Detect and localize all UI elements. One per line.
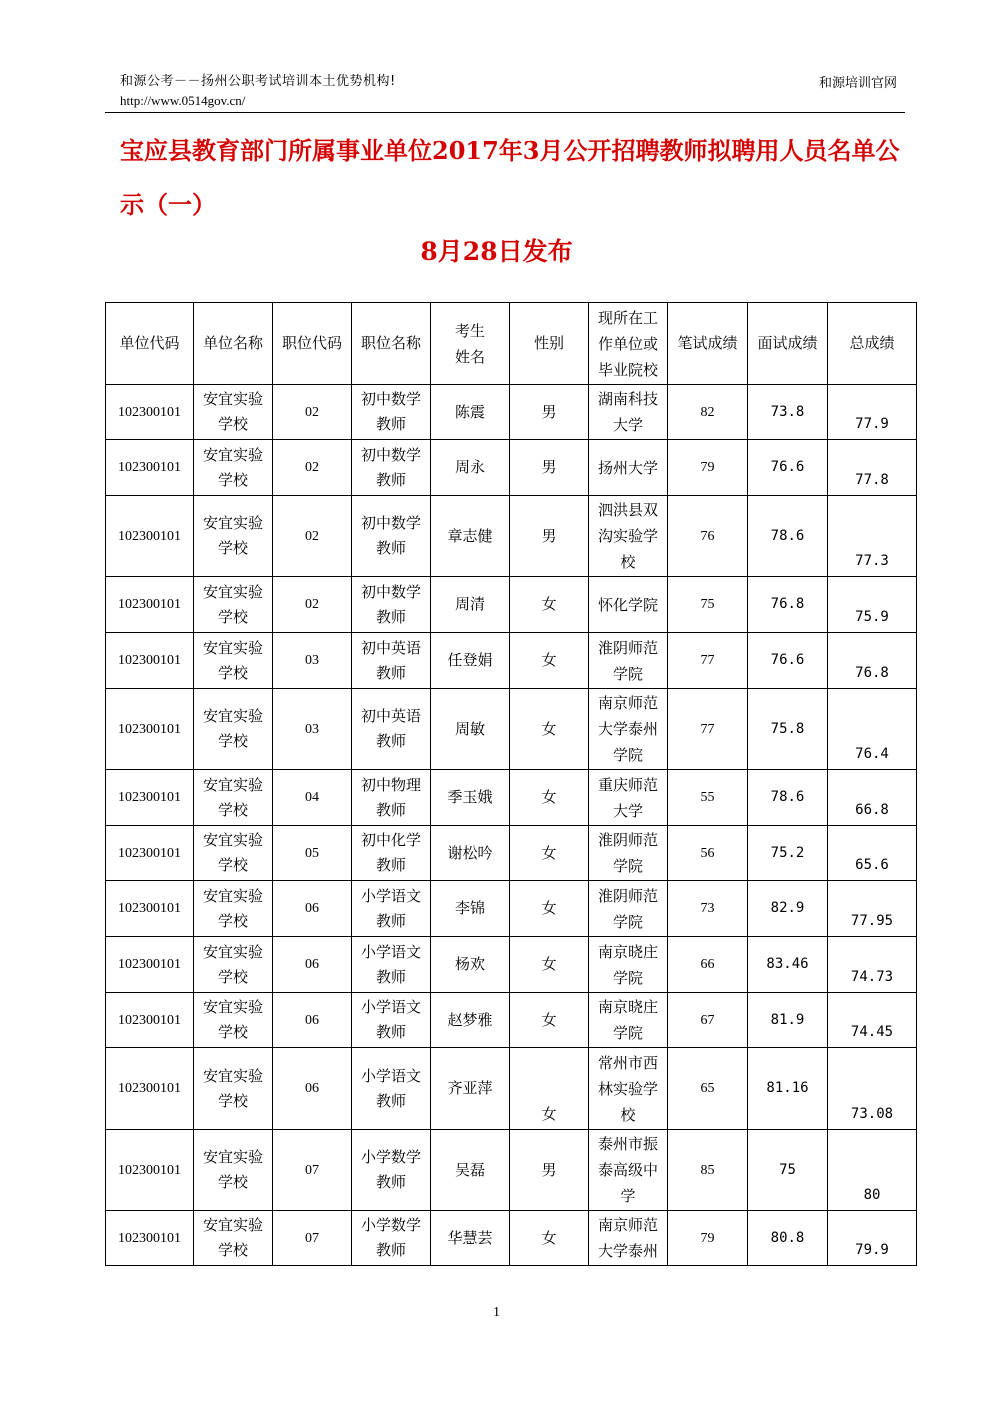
cell-unit-name: 安宜实验学校	[194, 881, 273, 937]
cell-gender: 女	[510, 937, 589, 993]
cell-position-code: 02	[273, 440, 352, 496]
cell-interview-score: 82.9	[748, 881, 828, 937]
cell-school: 淮阴师范学院	[589, 633, 668, 689]
cell-total-score: 79.9	[828, 1211, 917, 1266]
cell-position-code: 06	[273, 881, 352, 937]
cell-written-score: 73	[668, 881, 748, 937]
cell-position-code: 03	[273, 689, 352, 770]
cell-interview-score: 75.8	[748, 689, 828, 770]
cell-unit-code: 102300101	[106, 881, 194, 937]
cell-unit-code: 102300101	[106, 1048, 194, 1130]
cell-position-name: 小学语文教师	[352, 1048, 431, 1130]
cell-school: 重庆师范大学	[589, 770, 668, 826]
cell-unit-name: 安宜实验学校	[194, 689, 273, 770]
cell-position-name: 初中物理教师	[352, 770, 431, 826]
table-row	[106, 1130, 917, 1211]
document-title: 宝应县教育部门所属事业单位2017年3月公开招聘教师拟聘用人员名单公示（一）	[120, 136, 900, 219]
cell-interview-score: 78.6	[748, 496, 828, 577]
cell-candidate-name: 李锦	[431, 881, 510, 937]
cell-unit-code: 102300101	[106, 770, 194, 826]
cell-gender: 男	[510, 1130, 589, 1211]
cell-candidate-name: 陈震	[431, 385, 510, 440]
table-row	[106, 770, 917, 826]
cell-position-code: 05	[273, 826, 352, 881]
cell-total-score: 77.95	[828, 881, 917, 937]
cell-position-code: 02	[273, 496, 352, 577]
cell-unit-name: 安宜实验学校	[194, 1048, 273, 1130]
cell-candidate-name: 周永	[431, 440, 510, 496]
cell-interview-score: 76.6	[748, 633, 828, 689]
cell-school: 湖南科技大学	[589, 385, 668, 440]
cell-school: 常州市西林实验学校	[589, 1048, 668, 1130]
cell-total-score: 75.9	[828, 577, 917, 633]
cell-total-score: 74.73	[828, 937, 917, 993]
column-header: 职位代码	[273, 303, 352, 385]
cell-position-code: 03	[273, 633, 352, 689]
cell-gender: 女	[510, 826, 589, 881]
cell-school: 泰州市振泰高级中学	[589, 1130, 668, 1211]
cell-position-code: 06	[273, 937, 352, 993]
cell-unit-name: 安宜实验学校	[194, 496, 273, 577]
header-url-link[interactable]: http://www.0514gov.cn/	[120, 93, 246, 108]
table-row	[106, 1211, 917, 1266]
cell-unit-name: 安宜实验学校	[194, 937, 273, 993]
cell-candidate-name: 任登娟	[431, 633, 510, 689]
cell-unit-name: 安宜实验学校	[194, 385, 273, 440]
table-header-row	[106, 303, 917, 385]
cell-position-name: 小学语文教师	[352, 993, 431, 1048]
table-row	[106, 577, 917, 633]
cell-total-score: 65.6	[828, 826, 917, 881]
cell-candidate-name: 齐亚萍	[431, 1048, 510, 1130]
cell-unit-code: 102300101	[106, 937, 194, 993]
column-header: 现所在工作单位或毕业院校	[589, 303, 668, 385]
table-row	[106, 496, 917, 577]
cell-unit-name: 安宜实验学校	[194, 993, 273, 1048]
cell-written-score: 66	[668, 937, 748, 993]
cell-written-score: 77	[668, 633, 748, 689]
column-header: 性别	[510, 303, 589, 385]
cell-total-score: 66.8	[828, 770, 917, 826]
column-header: 单位名称	[194, 303, 273, 385]
cell-position-code: 02	[273, 577, 352, 633]
header-slogan: 和源公考－－扬州公职考试培训本土优势机构!	[120, 74, 396, 89]
release-date: 8月28日发布	[420, 237, 573, 266]
cell-written-score: 85	[668, 1130, 748, 1211]
cell-written-score: 76	[668, 496, 748, 577]
cell-gender: 女	[510, 993, 589, 1048]
cell-interview-score: 73.8	[748, 385, 828, 440]
cell-written-score: 75	[668, 577, 748, 633]
cell-candidate-name: 赵梦雅	[431, 993, 510, 1048]
cell-written-score: 55	[668, 770, 748, 826]
cell-gender: 女	[510, 881, 589, 937]
cell-candidate-name: 周敏	[431, 689, 510, 770]
table-row	[106, 881, 917, 937]
cell-written-score: 56	[668, 826, 748, 881]
cell-unit-code: 102300101	[106, 826, 194, 881]
cell-interview-score: 81.9	[748, 993, 828, 1048]
cell-unit-name: 安宜实验学校	[194, 1211, 273, 1266]
cell-total-score: 76.4	[828, 689, 917, 770]
cell-total-score: 77.8	[828, 440, 917, 496]
cell-candidate-name: 季玉娥	[431, 770, 510, 826]
column-header: 笔试成绩	[668, 303, 748, 385]
cell-interview-score: 75	[748, 1130, 828, 1211]
table-row	[106, 689, 917, 770]
header-right-text: 和源培训官网	[818, 76, 897, 91]
cell-gender: 男	[510, 440, 589, 496]
header-left	[120, 72, 396, 110]
cell-total-score: 80	[828, 1130, 917, 1211]
cell-candidate-name: 周清	[431, 577, 510, 633]
cell-interview-score: 83.46	[748, 937, 828, 993]
cell-position-code: 07	[273, 1211, 352, 1266]
cell-total-score: 77.3	[828, 496, 917, 577]
cell-unit-name: 安宜实验学校	[194, 826, 273, 881]
cell-school: 泗洪县双沟实验学校	[589, 496, 668, 577]
cell-school: 扬州大学	[589, 440, 668, 496]
cell-unit-code: 102300101	[106, 689, 194, 770]
cell-school: 淮阴师范学院	[589, 826, 668, 881]
cell-total-score: 76.8	[828, 633, 917, 689]
cell-interview-score: 75.2	[748, 826, 828, 881]
column-header: 考生姓名	[431, 303, 510, 385]
cell-unit-code: 102300101	[106, 496, 194, 577]
table-row	[106, 633, 917, 689]
cell-school: 南京晓庄学院	[589, 937, 668, 993]
candidate-table	[105, 302, 917, 1266]
cell-interview-score: 81.16	[748, 1048, 828, 1130]
cell-position-name: 小学语文教师	[352, 937, 431, 993]
header-divider	[105, 112, 905, 113]
cell-unit-code: 102300101	[106, 633, 194, 689]
cell-total-score: 74.45	[828, 993, 917, 1048]
cell-school: 南京晓庄学院	[589, 993, 668, 1048]
cell-gender: 女	[510, 1048, 589, 1130]
cell-gender: 女	[510, 633, 589, 689]
cell-position-name: 小学数学教师	[352, 1211, 431, 1266]
table-row	[106, 993, 917, 1048]
column-header: 职位名称	[352, 303, 431, 385]
cell-written-score: 65	[668, 1048, 748, 1130]
cell-unit-code: 102300101	[106, 440, 194, 496]
column-header: 单位代码	[106, 303, 194, 385]
table-row	[106, 826, 917, 881]
cell-position-name: 初中英语教师	[352, 633, 431, 689]
cell-unit-code: 102300101	[106, 993, 194, 1048]
column-header: 总成绩	[828, 303, 917, 385]
cell-school: 南京师范大学泰州	[589, 1211, 668, 1266]
cell-school: 南京师范大学泰州学院	[589, 689, 668, 770]
cell-written-score: 79	[668, 1211, 748, 1266]
cell-interview-score: 80.8	[748, 1211, 828, 1266]
table-row	[106, 1048, 917, 1130]
cell-position-name: 初中英语教师	[352, 689, 431, 770]
cell-position-name: 初中数学教师	[352, 385, 431, 440]
cell-position-code: 06	[273, 1048, 352, 1130]
cell-position-name: 初中数学教师	[352, 496, 431, 577]
cell-written-score: 77	[668, 689, 748, 770]
column-header: 面试成绩	[748, 303, 828, 385]
cell-position-name: 初中数学教师	[352, 577, 431, 633]
cell-gender: 女	[510, 577, 589, 633]
cell-gender: 女	[510, 770, 589, 826]
cell-candidate-name: 章志健	[431, 496, 510, 577]
table-row	[106, 937, 917, 993]
cell-position-name: 小学语文教师	[352, 881, 431, 937]
cell-written-score: 82	[668, 385, 748, 440]
cell-unit-code: 102300101	[106, 385, 194, 440]
cell-candidate-name: 华慧芸	[431, 1211, 510, 1266]
cell-candidate-name: 杨欢	[431, 937, 510, 993]
table-row	[106, 440, 917, 496]
cell-position-name: 初中数学教师	[352, 440, 431, 496]
cell-total-score: 73.08	[828, 1048, 917, 1130]
cell-position-name: 小学数学教师	[352, 1130, 431, 1211]
cell-unit-code: 102300101	[106, 1211, 194, 1266]
cell-candidate-name: 吴磊	[431, 1130, 510, 1211]
cell-position-code: 04	[273, 770, 352, 826]
cell-gender: 男	[510, 385, 589, 440]
cell-total-score: 77.9	[828, 385, 917, 440]
cell-interview-score: 76.8	[748, 577, 828, 633]
cell-position-code: 07	[273, 1130, 352, 1211]
cell-unit-code: 102300101	[106, 577, 194, 633]
cell-position-name: 初中化学教师	[352, 826, 431, 881]
cell-gender: 女	[510, 689, 589, 770]
cell-unit-name: 安宜实验学校	[194, 633, 273, 689]
cell-unit-name: 安宜实验学校	[194, 440, 273, 496]
cell-unit-code: 102300101	[106, 1130, 194, 1211]
cell-gender: 女	[510, 1211, 589, 1266]
cell-school: 怀化学院	[589, 577, 668, 633]
cell-interview-score: 78.6	[748, 770, 828, 826]
cell-candidate-name: 谢松吟	[431, 826, 510, 881]
cell-school: 淮阴师范学院	[589, 881, 668, 937]
cell-written-score: 67	[668, 993, 748, 1048]
cell-position-code: 02	[273, 385, 352, 440]
cell-position-code: 06	[273, 993, 352, 1048]
page-number: 1	[493, 1305, 500, 1320]
table-row	[106, 385, 917, 440]
cell-unit-name: 安宜实验学校	[194, 577, 273, 633]
cell-interview-score: 76.6	[748, 440, 828, 496]
cell-written-score: 79	[668, 440, 748, 496]
cell-unit-name: 安宜实验学校	[194, 1130, 273, 1211]
cell-gender: 男	[510, 496, 589, 577]
cell-unit-name: 安宜实验学校	[194, 770, 273, 826]
